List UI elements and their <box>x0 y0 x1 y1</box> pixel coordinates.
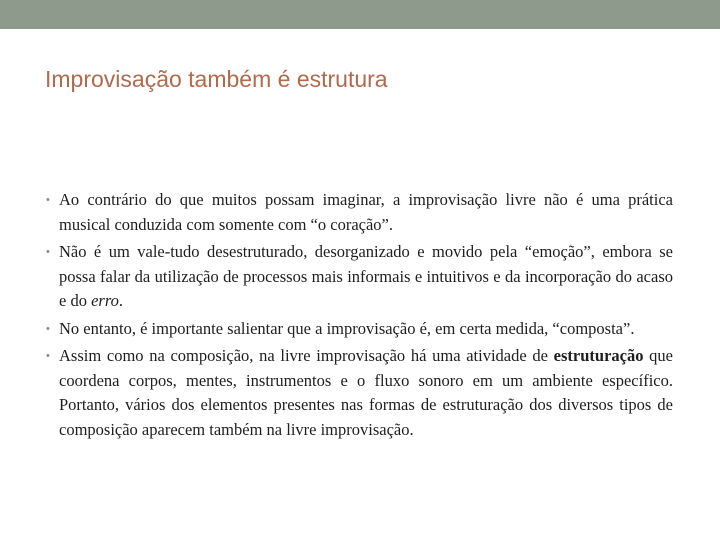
bullet-icon: • <box>46 322 50 335</box>
bullet-icon: • <box>46 194 50 206</box>
bullet-icon: • <box>46 246 50 258</box>
bullet-text-end: que coordena corpos, mentes, instrumentos e o fluxo sonoro em um ambiente específico. Portanto, vários dos elementos presentes nas formas de estruturação dos diversos tipos de composição aparecem também na livre improvisação. <box>59 346 673 439</box>
bullet-item <box>46 240 673 314</box>
bullet-text: No entanto, é importante salientar que a improvisação é, em certa medida, “composta”. <box>59 318 635 338</box>
bullet-text: Ao contrário do que muitos possam imaginar, a improvisação livre não é uma prática musical conduzida com somente com “o coração”. <box>59 190 673 234</box>
slide-title: Improvisação também é estrutura <box>45 66 388 92</box>
bullet-text: Não é um vale-tudo desestruturado, desorganizado e movido pela “emoção”, embora se possa falar da utilização de processos mais informais e intuitivos e da incorporação do acaso e do <box>59 242 673 310</box>
bullet-emphasis: erro <box>91 291 119 310</box>
bullet-icon: • <box>46 350 50 362</box>
bullet-text-end: . <box>118 291 124 310</box>
bullet-text: Assim como na composição, na livre improvisação há uma atividade de <box>59 346 554 365</box>
top-accent-bar <box>0 0 720 29</box>
bullet-item <box>46 188 673 237</box>
bullet-item <box>46 317 673 342</box>
bullet-item <box>46 344 673 442</box>
bullet-list <box>46 188 673 445</box>
bullet-strong-term: estruturação <box>553 346 644 365</box>
